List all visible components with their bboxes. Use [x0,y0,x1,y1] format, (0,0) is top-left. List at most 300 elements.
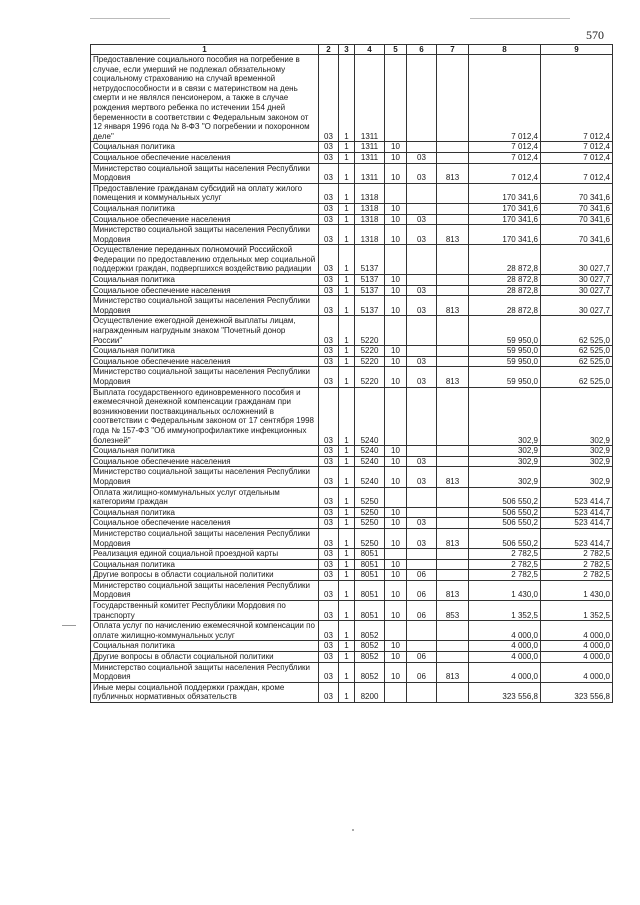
code-cell [437,652,469,663]
code-cell: 10 [385,456,407,467]
code-cell: 5250 [355,528,385,548]
code-cell: 03 [319,446,339,457]
code-cell [437,245,469,275]
code-cell [385,682,407,702]
code-cell: 10 [385,285,407,296]
code-cell: 03 [407,356,437,367]
code-cell: 10 [385,507,407,518]
code-cell [437,570,469,581]
code-cell: 06 [407,662,437,682]
code-cell [437,446,469,457]
table-row [91,225,613,245]
code-cell: 03 [407,296,437,316]
row-name-cell: Предоставление гражданам субсидий на оплату жилого помещения и коммунальных услуг [91,183,319,203]
table-row [91,285,613,296]
code-cell: 1 [339,662,355,682]
code-cell: 8052 [355,641,385,652]
amount-cell: 59 950,0 [469,356,541,367]
amount-cell: 59 950,0 [469,367,541,387]
code-cell: 10 [385,225,407,245]
code-cell: 1 [339,487,355,507]
amount-cell: 7 012,4 [469,163,541,183]
code-cell: 03 [319,662,339,682]
code-cell: 1 [339,316,355,346]
code-cell: 10 [385,662,407,682]
amount-cell: 323 556,8 [469,682,541,702]
code-cell [437,142,469,153]
code-cell: 8052 [355,662,385,682]
row-name-cell: Министерство социальной защиты населения Республики Мордовия [91,467,319,487]
code-cell: 03 [407,367,437,387]
code-cell: 1 [339,296,355,316]
code-cell: 10 [385,446,407,457]
code-cell [385,487,407,507]
row-name-cell: Другие вопросы в области социальной политики [91,652,319,663]
table-row [91,245,613,275]
amount-cell: 7 012,4 [469,152,541,163]
code-cell [437,387,469,446]
code-cell [437,456,469,467]
code-cell: 06 [407,601,437,621]
code-cell: 813 [437,296,469,316]
row-name-cell: Социальное обеспечение населения [91,152,319,163]
code-cell [437,214,469,225]
code-cell: 03 [319,296,339,316]
table-row [91,356,613,367]
amount-cell: 4 000,0 [541,662,613,682]
code-cell: 03 [319,387,339,446]
code-cell: 813 [437,467,469,487]
code-cell: 03 [319,225,339,245]
code-cell [407,487,437,507]
amount-cell: 70 341,6 [541,203,613,214]
table-row [91,641,613,652]
code-cell: 03 [319,203,339,214]
code-cell: 10 [385,152,407,163]
code-cell: 5240 [355,446,385,457]
code-cell: 5250 [355,487,385,507]
amount-cell: 302,9 [541,446,613,457]
code-cell: 10 [385,559,407,570]
scan-line-top-left [90,18,170,19]
code-cell: 10 [385,142,407,153]
amount-cell: 28 872,8 [469,275,541,286]
amount-cell: 30 027,7 [541,296,613,316]
code-cell: 1311 [355,55,385,142]
code-cell [437,275,469,286]
code-cell: 10 [385,367,407,387]
table-row [91,580,613,600]
code-cell [437,641,469,652]
code-cell: 1 [339,446,355,457]
code-cell [407,387,437,446]
amount-cell: 523 414,7 [541,507,613,518]
code-cell: 10 [385,296,407,316]
amount-cell: 4 000,0 [541,641,613,652]
amount-cell: 523 414,7 [541,487,613,507]
amount-cell: 59 950,0 [469,346,541,357]
row-name-cell: Министерство социальной защиты населения Республики Мордовия [91,528,319,548]
code-cell: 1 [339,682,355,702]
code-cell: 10 [385,601,407,621]
table-row [91,601,613,621]
code-cell: 03 [319,285,339,296]
code-cell [407,682,437,702]
code-cell: 03 [319,356,339,367]
code-cell [407,316,437,346]
amount-cell: 302,9 [469,456,541,467]
row-name-cell: Министерство социальной защиты населения Республики Мордовия [91,662,319,682]
scan-line-top-right [470,18,570,19]
row-name-cell: Выплата государственного единовременного пособия и ежемесячной денежной компенсации гражданам при возникновении поствакцинальных осложнений в соответствии с Федеральным законом от 17 сентября 1998 года № 157-ФЗ "Об иммунопрофилактике инфекционных болезней" [91,387,319,446]
code-cell [437,152,469,163]
scan-mark-side [62,625,76,626]
row-name-cell: Осуществление ежегодной денежной выплаты лицам, награжденным нагрудным знаком "Почетный донор России" [91,316,319,346]
table-row [91,346,613,357]
table-row [91,507,613,518]
column-header: 2 [319,45,339,55]
code-cell: 5220 [355,356,385,367]
table-row [91,183,613,203]
code-cell: 8200 [355,682,385,702]
table-row [91,152,613,163]
table-row [91,275,613,286]
row-name-cell: Социальное обеспечение населения [91,518,319,529]
code-cell [385,183,407,203]
code-cell: 10 [385,214,407,225]
code-cell: 03 [319,346,339,357]
table-row [91,549,613,560]
code-cell [407,549,437,560]
code-cell: 1318 [355,183,385,203]
code-cell [407,507,437,518]
code-cell: 8052 [355,621,385,641]
row-name-cell: Другие вопросы в области социальной политики [91,570,319,581]
code-cell [437,203,469,214]
row-name-cell: Социальная политика [91,346,319,357]
table-row [91,387,613,446]
table-row [91,570,613,581]
row-name-cell: Социальная политика [91,446,319,457]
amount-cell: 323 556,8 [541,682,613,702]
code-cell: 813 [437,528,469,548]
table-row [91,296,613,316]
code-cell: 03 [407,225,437,245]
code-cell [385,245,407,275]
amount-cell: 28 872,8 [469,245,541,275]
table-row [91,621,613,641]
amount-cell: 523 414,7 [541,518,613,529]
row-name-cell: Иные меры социальной поддержки граждан, кроме публичных нормативных обязательств [91,682,319,702]
row-name-cell: Министерство социальной защиты населения Республики Мордовия [91,367,319,387]
code-cell: 10 [385,641,407,652]
code-cell [437,316,469,346]
code-cell: 1318 [355,214,385,225]
table-row [91,456,613,467]
code-cell: 03 [319,456,339,467]
code-cell: 1 [339,367,355,387]
code-cell [437,518,469,529]
row-name-cell: Оплата услуг по начислению ежемесячной компенсации по оплате жилищно-коммунальных услуг [91,621,319,641]
code-cell: 5137 [355,245,385,275]
amount-cell: 2 782,5 [469,570,541,581]
code-cell [407,203,437,214]
table-row [91,367,613,387]
code-cell: 03 [319,214,339,225]
column-header: 7 [437,45,469,55]
code-cell [437,285,469,296]
code-cell: 5137 [355,296,385,316]
code-cell: 03 [319,183,339,203]
amount-cell: 2 782,5 [469,549,541,560]
code-cell: 8051 [355,580,385,600]
code-cell: 10 [385,203,407,214]
code-cell: 1 [339,203,355,214]
code-cell: 813 [437,662,469,682]
amount-cell: 62 525,0 [541,356,613,367]
column-header: 3 [339,45,355,55]
code-cell: 8052 [355,652,385,663]
code-cell: 5220 [355,316,385,346]
code-cell: 1 [339,570,355,581]
scan-dot [352,829,354,831]
row-name-cell: Министерство социальной защиты населения Республики Мордовия [91,296,319,316]
code-cell: 813 [437,580,469,600]
code-cell: 813 [437,367,469,387]
amount-cell: 523 414,7 [541,528,613,548]
row-name-cell: Реализация единой социальной проездной карты [91,549,319,560]
row-name-cell: Осуществление переданных полномочий Российской Федерации по предоставлению отдельных мер социальной поддержки граждан, подвергшихся воздействию радиации [91,245,319,275]
amount-cell: 30 027,7 [541,275,613,286]
code-cell: 1 [339,55,355,142]
table-row [91,467,613,487]
code-cell: 813 [437,163,469,183]
code-cell: 03 [407,528,437,548]
amount-cell: 1 430,0 [541,580,613,600]
code-cell: 03 [319,621,339,641]
code-cell [437,55,469,142]
amount-cell: 4 000,0 [469,662,541,682]
code-cell: 03 [407,467,437,487]
code-cell: 06 [407,570,437,581]
amount-cell: 7 012,4 [541,55,613,142]
code-cell [407,559,437,570]
row-name-cell: Министерство социальной защиты населения Республики Мордовия [91,225,319,245]
code-cell: 1 [339,467,355,487]
code-cell: 1 [339,356,355,367]
code-cell: 1 [339,142,355,153]
code-cell [407,142,437,153]
code-cell: 1 [339,183,355,203]
code-cell [407,346,437,357]
code-cell [385,55,407,142]
amount-cell: 30 027,7 [541,245,613,275]
column-header: 5 [385,45,407,55]
code-cell [437,559,469,570]
amount-cell: 2 782,5 [469,559,541,570]
amount-cell: 4 000,0 [541,621,613,641]
code-cell: 1 [339,641,355,652]
amount-cell: 170 341,6 [469,203,541,214]
code-cell [437,487,469,507]
code-cell: 1 [339,549,355,560]
code-cell [407,275,437,286]
row-name-cell: Социальное обеспечение населения [91,285,319,296]
code-cell: 1 [339,528,355,548]
amount-cell: 170 341,6 [469,214,541,225]
code-cell: 5240 [355,387,385,446]
table-row [91,662,613,682]
code-cell: 03 [319,55,339,142]
row-name-cell: Социальная политика [91,641,319,652]
column-header: 4 [355,45,385,55]
code-cell: 03 [319,518,339,529]
code-cell: 10 [385,570,407,581]
code-cell: 813 [437,225,469,245]
code-cell [407,446,437,457]
code-cell: 1 [339,152,355,163]
row-name-cell: Социальное обеспечение населения [91,356,319,367]
row-name-cell: Министерство социальной защиты населения Республики Мордовия [91,163,319,183]
code-cell: 03 [319,570,339,581]
code-cell: 1 [339,163,355,183]
table-row [91,446,613,457]
code-cell: 5137 [355,285,385,296]
code-cell: 03 [407,152,437,163]
table-row [91,487,613,507]
code-cell: 8051 [355,549,385,560]
column-header: 1 [91,45,319,55]
code-cell: 5250 [355,507,385,518]
code-cell: 10 [385,518,407,529]
code-cell: 1 [339,275,355,286]
code-cell [385,549,407,560]
code-cell: 03 [407,285,437,296]
amount-cell: 4 000,0 [469,652,541,663]
amount-cell: 7 012,4 [541,152,613,163]
amount-cell: 62 525,0 [541,367,613,387]
amount-cell: 28 872,8 [469,296,541,316]
table-row [91,652,613,663]
amount-cell: 302,9 [541,387,613,446]
row-name-cell: Социальная политика [91,203,319,214]
code-cell: 06 [407,652,437,663]
amount-cell: 70 341,6 [541,225,613,245]
amount-cell: 506 550,2 [469,518,541,529]
table-row [91,142,613,153]
header-row [91,45,613,55]
code-cell [385,621,407,641]
amount-cell: 7 012,4 [541,142,613,153]
code-cell: 03 [319,652,339,663]
amount-cell: 302,9 [469,387,541,446]
code-cell: 1 [339,456,355,467]
code-cell: 03 [407,163,437,183]
page-number: 570 [586,28,604,42]
code-cell: 03 [319,528,339,548]
amount-cell: 30 027,7 [541,285,613,296]
code-cell: 1318 [355,225,385,245]
code-cell: 03 [407,456,437,467]
code-cell: 03 [319,152,339,163]
code-cell [437,183,469,203]
amount-cell: 1 352,5 [469,601,541,621]
row-name-cell: Социальная политика [91,142,319,153]
table-row [91,163,613,183]
table-row [91,316,613,346]
code-cell: 1 [339,652,355,663]
amount-cell: 506 550,2 [469,507,541,518]
amount-cell: 170 341,6 [469,225,541,245]
code-cell: 03 [319,316,339,346]
code-cell [437,621,469,641]
code-cell: 10 [385,275,407,286]
amount-cell: 62 525,0 [541,316,613,346]
table-row [91,203,613,214]
code-cell: 03 [319,641,339,652]
code-cell: 1 [339,245,355,275]
code-cell: 1 [339,518,355,529]
code-cell: 10 [385,163,407,183]
code-cell [385,387,407,446]
code-cell: 1 [339,580,355,600]
code-cell: 853 [437,601,469,621]
code-cell: 1 [339,285,355,296]
table-row [91,55,613,142]
amount-cell: 302,9 [469,467,541,487]
amount-cell: 302,9 [469,446,541,457]
code-cell: 1 [339,507,355,518]
table-row [91,559,613,570]
amount-cell: 7 012,4 [541,163,613,183]
code-cell: 1 [339,214,355,225]
amount-cell: 1 352,5 [541,601,613,621]
code-cell [437,507,469,518]
code-cell: 03 [319,559,339,570]
table-row [91,214,613,225]
row-name-cell: Социальное обеспечение населения [91,214,319,225]
amount-cell: 7 012,4 [469,55,541,142]
code-cell: 03 [407,214,437,225]
code-cell [437,682,469,702]
code-cell: 03 [319,245,339,275]
amount-cell: 7 012,4 [469,142,541,153]
amount-cell: 59 950,0 [469,316,541,346]
code-cell: 10 [385,467,407,487]
table-header [91,45,613,55]
row-name-cell: Социальная политика [91,275,319,286]
row-name-cell: Государственный комитет Республики Мордовия по транспорту [91,601,319,621]
amount-cell: 4 000,0 [541,652,613,663]
code-cell: 03 [319,507,339,518]
code-cell: 03 [319,367,339,387]
code-cell: 1311 [355,152,385,163]
amount-cell: 2 782,5 [541,570,613,581]
code-cell: 03 [319,487,339,507]
code-cell [407,183,437,203]
amount-cell: 70 341,6 [541,214,613,225]
code-cell [407,621,437,641]
column-header: 6 [407,45,437,55]
code-cell: 1 [339,225,355,245]
code-cell: 1311 [355,163,385,183]
code-cell [385,316,407,346]
amount-cell: 2 782,5 [541,559,613,570]
code-cell: 10 [385,346,407,357]
code-cell: 8051 [355,559,385,570]
amount-cell: 4 000,0 [469,621,541,641]
code-cell: 1 [339,601,355,621]
